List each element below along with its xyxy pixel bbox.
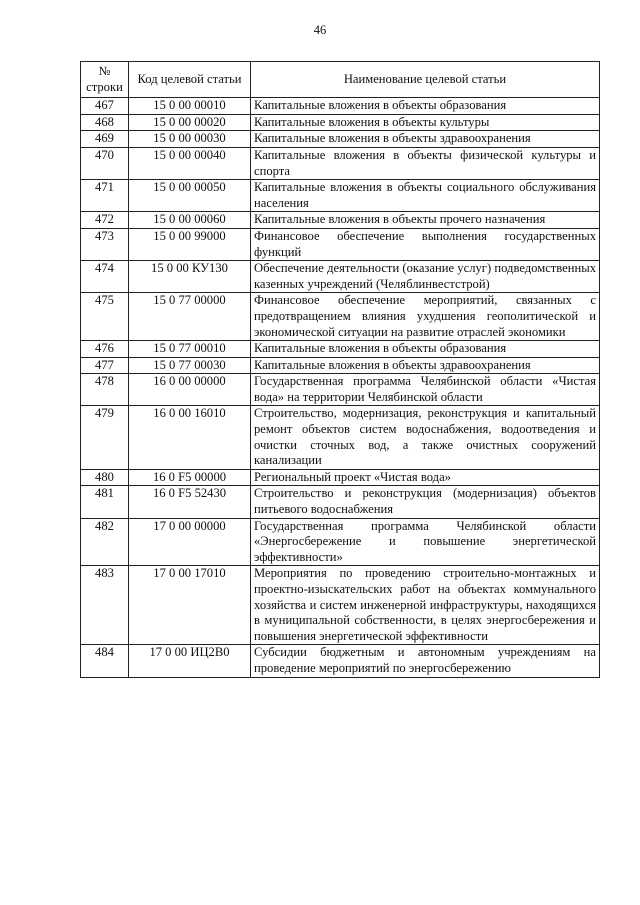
row-number-cell: 483	[81, 566, 129, 645]
row-number-cell: 478	[81, 374, 129, 406]
article-name-cell: Капитальные вложения в объекты образования	[251, 98, 600, 115]
header-row-number: № строки	[81, 62, 129, 98]
row-number-cell: 477	[81, 357, 129, 374]
table-row	[81, 518, 600, 566]
row-number-cell: 470	[81, 147, 129, 179]
row-number-cell: 475	[81, 293, 129, 341]
article-name-cell: Мероприятия по проведению строительно-монтажных и проектно-изыскательских работ на объектах коммунального хозяйства и систем инженерной инфраструктуры, находящихся в муниципальной собственности, в целях энергосбережения и повышения энергетической эффективности	[251, 566, 600, 645]
article-code-cell: 16 0 00 16010	[129, 406, 251, 469]
article-name-cell: Финансовое обеспечение выполнения государственных функций	[251, 228, 600, 260]
article-name-cell: Строительство, модернизация, реконструкция и капитальный ремонт объектов систем водоснабжения, водоотведения и очистки сточных вод, а также очистных сооружений канализации	[251, 406, 600, 469]
article-code-cell: 16 0 00 00000	[129, 374, 251, 406]
header-article-code: Код целевой статьи	[129, 62, 251, 98]
table-row	[81, 293, 600, 341]
row-number-cell: 479	[81, 406, 129, 469]
article-name-cell: Капитальные вложения в объекты здравоохранения	[251, 357, 600, 374]
table-row	[81, 374, 600, 406]
table-header-row	[81, 62, 600, 98]
article-code-cell: 16 0 F5 00000	[129, 469, 251, 486]
table-row	[81, 98, 600, 115]
article-name-cell: Государственная программа Челябинской области «Чистая вода» на территории Челябинской области	[251, 374, 600, 406]
page-number: 46	[313, 23, 327, 37]
article-code-cell: 15 0 00 00060	[129, 212, 251, 229]
article-name-cell: Государственная программа Челябинской области «Энергосбережение и повышение энергетической эффективности»	[251, 518, 600, 566]
row-number-cell: 472	[81, 212, 129, 229]
article-code-cell: 17 0 00 ИЦ2В0	[129, 645, 251, 677]
target-articles-table	[80, 61, 600, 678]
table-body	[81, 98, 600, 677]
article-name-cell: Капитальные вложения в объекты здравоохранения	[251, 131, 600, 148]
table-row	[81, 357, 600, 374]
row-number-cell: 482	[81, 518, 129, 566]
article-name-cell: Капитальные вложения в объекты культуры	[251, 114, 600, 131]
row-number-cell: 474	[81, 261, 129, 293]
table-row	[81, 566, 600, 645]
article-code-cell: 15 0 00 00050	[129, 180, 251, 212]
row-number-cell: 471	[81, 180, 129, 212]
table-row	[81, 645, 600, 677]
table-row	[81, 114, 600, 131]
article-name-cell: Обеспечение деятельности (оказание услуг) подведомственных казенных учреждений (Челяблинвестстрой)	[251, 261, 600, 293]
article-name-cell: Капитальные вложения в объекты социального обслуживания населения	[251, 180, 600, 212]
article-name-cell: Региональный проект «Чистая вода»	[251, 469, 600, 486]
row-number-cell: 467	[81, 98, 129, 115]
table-row	[81, 469, 600, 486]
article-code-cell: 15 0 77 00010	[129, 341, 251, 358]
row-number-cell: 468	[81, 114, 129, 131]
row-number-cell: 476	[81, 341, 129, 358]
article-code-cell: 17 0 00 17010	[129, 566, 251, 645]
article-code-cell: 15 0 00 КУ130	[129, 261, 251, 293]
article-code-cell: 15 0 77 00000	[129, 293, 251, 341]
article-code-cell: 17 0 00 00000	[129, 518, 251, 566]
article-code-cell: 15 0 00 99000	[129, 228, 251, 260]
article-name-cell: Капитальные вложения в объекты образования	[251, 341, 600, 358]
table-row	[81, 180, 600, 212]
table-row	[81, 131, 600, 148]
table-row	[81, 341, 600, 358]
table-row	[81, 228, 600, 260]
article-code-cell: 16 0 F5 52430	[129, 486, 251, 518]
header-article-name: Наименование целевой статьи	[251, 62, 600, 98]
row-number-cell: 481	[81, 486, 129, 518]
row-number-cell: 473	[81, 228, 129, 260]
row-number-cell: 484	[81, 645, 129, 677]
table-row	[81, 147, 600, 179]
article-name-cell: Субсидии бюджетным и автономным учреждениям на проведение мероприятий по энергосбережению	[251, 645, 600, 677]
article-name-cell: Строительство и реконструкция (модернизация) объектов питьевого водоснабжения	[251, 486, 600, 518]
table-row	[81, 261, 600, 293]
row-number-cell: 480	[81, 469, 129, 486]
article-name-cell: Финансовое обеспечение мероприятий, связанных с предотвращением влияния ухудшения геополитической и экономической ситуации на развитие отраслей экономики	[251, 293, 600, 341]
row-number-cell: 469	[81, 131, 129, 148]
table-row	[81, 406, 600, 469]
article-code-cell: 15 0 00 00010	[129, 98, 251, 115]
article-code-cell: 15 0 00 00030	[129, 131, 251, 148]
article-name-cell: Капитальные вложения в объекты физической культуры и спорта	[251, 147, 600, 179]
article-name-cell: Капитальные вложения в объекты прочего назначения	[251, 212, 600, 229]
article-code-cell: 15 0 00 00040	[129, 147, 251, 179]
article-code-cell: 15 0 00 00020	[129, 114, 251, 131]
article-code-cell: 15 0 77 00030	[129, 357, 251, 374]
table-row	[81, 212, 600, 229]
table-row	[81, 486, 600, 518]
